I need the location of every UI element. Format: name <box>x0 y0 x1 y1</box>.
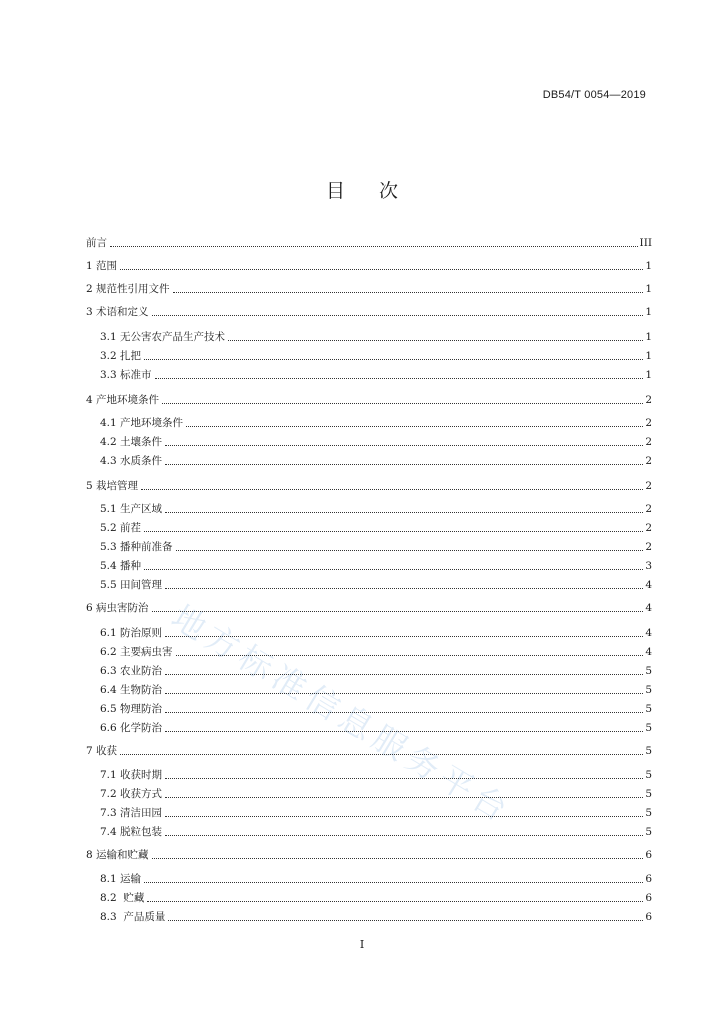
toc-leader-dots <box>165 777 643 779</box>
toc-leader-dots <box>165 511 643 513</box>
toc-entry-page: 1 <box>645 369 652 381</box>
toc-entry[interactable] <box>100 349 652 363</box>
toc-leader-dots <box>165 815 643 817</box>
toc-entry-label: 2 规范性引用文件 <box>86 283 170 295</box>
toc-entry[interactable] <box>86 305 652 319</box>
toc-entry[interactable] <box>100 683 652 697</box>
toc-entry[interactable] <box>100 768 652 782</box>
toc-leader-dots <box>144 530 643 532</box>
toc-leader-dots <box>144 358 643 360</box>
toc-entry-page: 2 <box>645 436 652 448</box>
toc-entry-label: 5.5 田间管理 <box>100 579 163 591</box>
toc-entry-label: 4.3 水质条件 <box>100 455 163 467</box>
toc-entry-page: 2 <box>645 480 652 492</box>
toc-leader-dots <box>120 268 643 270</box>
toc-leader-dots <box>165 834 643 836</box>
toc-entry-page: 4 <box>645 627 652 639</box>
toc-leader-dots <box>152 857 644 859</box>
toc-entry-label: 5 栽培管理 <box>86 480 139 492</box>
toc-entry[interactable] <box>100 664 652 678</box>
toc-entry[interactable] <box>100 330 652 344</box>
toc-entry-page: 4 <box>645 579 652 591</box>
toc-entry[interactable] <box>86 393 652 407</box>
toc-entry[interactable] <box>86 282 652 296</box>
toc-entry[interactable] <box>86 479 652 493</box>
toc-entry-label: 8.3 产品质量 <box>100 911 166 923</box>
toc-entry[interactable] <box>100 502 652 516</box>
toc-entry[interactable] <box>86 259 652 273</box>
toc-entry[interactable] <box>86 848 652 862</box>
toc-entry-label: 8 运输和贮藏 <box>86 849 149 861</box>
toc-entry-label: 7.2 收获方式 <box>100 788 163 800</box>
toc-entry-page: 6 <box>645 911 652 923</box>
toc-entry-label: 前言 <box>86 237 107 249</box>
toc-entry-label: 7 收获 <box>86 745 118 757</box>
toc-entry-page: 2 <box>645 541 652 553</box>
toc-leader-dots <box>165 463 643 465</box>
toc-entry[interactable] <box>86 601 652 615</box>
toc-leader-dots <box>144 881 643 883</box>
toc-leader-dots <box>144 568 643 570</box>
toc-leader-dots <box>147 900 643 902</box>
toc-entry-page: 5 <box>645 684 652 696</box>
toc-entry[interactable] <box>100 521 652 535</box>
toc-leader-dots <box>228 339 643 341</box>
toc-leader-dots <box>120 753 643 755</box>
toc-entry[interactable] <box>100 702 652 716</box>
toc-entry[interactable] <box>100 787 652 801</box>
toc-entry[interactable] <box>100 454 652 468</box>
toc-entry[interactable] <box>100 435 652 449</box>
toc-entry[interactable] <box>100 645 652 659</box>
toc-entry-page: 1 <box>645 283 652 295</box>
toc-entry[interactable] <box>100 825 652 839</box>
toc-entry-page: 4 <box>645 646 652 658</box>
toc-entry-label: 6.6 化学防治 <box>100 722 163 734</box>
toc-entry-label: 5.1 生产区域 <box>100 503 163 515</box>
toc-entry-label: 3.2 扎把 <box>100 350 142 362</box>
toc-entry[interactable] <box>86 236 652 250</box>
toc-entry-label: 6.5 物理防治 <box>100 703 163 715</box>
page-number: I <box>359 938 365 951</box>
toc-leader-dots <box>155 377 644 379</box>
toc-leader-dots <box>110 245 638 247</box>
toc-entry-page: 6 <box>645 892 652 904</box>
toc-entry-page: 1 <box>645 306 652 318</box>
toc-leader-dots <box>168 919 643 921</box>
toc-entry-label: 4.2 土壤条件 <box>100 436 163 448</box>
toc-entry-page: 4 <box>645 602 652 614</box>
toc-leader-dots <box>176 654 644 656</box>
toc-entry[interactable] <box>100 806 652 820</box>
toc-entry-page: 6 <box>645 873 652 885</box>
toc-entry[interactable] <box>100 910 652 924</box>
toc-entry-page: 2 <box>645 522 652 534</box>
toc-entry[interactable] <box>100 559 652 573</box>
toc-entry-page: 1 <box>645 350 652 362</box>
toc-entry[interactable] <box>100 578 652 592</box>
toc-entry-label: 7.1 收获时期 <box>100 769 163 781</box>
toc-entry-page: 5 <box>645 745 652 757</box>
toc-entry-page: 5 <box>645 722 652 734</box>
toc-entry[interactable] <box>100 721 652 735</box>
toc-entry-label: 6.3 农业防治 <box>100 665 163 677</box>
toc-leader-dots <box>141 488 643 490</box>
toc-entry-page: 2 <box>645 417 652 429</box>
toc-leader-dots <box>165 730 643 732</box>
toc-entry-label: 7.3 清洁田园 <box>100 807 163 819</box>
toc-entry-label: 5.2 前茬 <box>100 522 142 534</box>
toc-leader-dots <box>176 549 644 551</box>
toc-leader-dots <box>173 291 644 293</box>
toc-entry-label: 5.3 播种前准备 <box>100 541 173 553</box>
toc-entry-label: 3 术语和定义 <box>86 306 149 318</box>
toc-entry-page: 5 <box>645 703 652 715</box>
toc-entry-page: III <box>639 237 652 249</box>
toc-entry-page: 1 <box>645 260 652 272</box>
toc-entry-label: 4.1 产地环境条件 <box>100 417 184 429</box>
toc-entry-label: 8.1 运输 <box>100 873 142 885</box>
toc-entry-label: 1 范围 <box>86 260 118 272</box>
toc-entry-label: 8.2 贮藏 <box>100 892 145 904</box>
toc-entry-label: 3.3 标准市 <box>100 369 152 381</box>
toc-entry-page: 2 <box>645 503 652 515</box>
toc-entry-label: 3.1 无公害农产品生产技术 <box>100 331 226 343</box>
toc-leader-dots <box>165 692 643 694</box>
toc-leader-dots <box>165 711 643 713</box>
toc-leader-dots <box>152 610 644 612</box>
toc-entry-label: 6.1 防治原则 <box>100 627 163 639</box>
toc-entry-label: 6.4 生物防治 <box>100 684 163 696</box>
toc-entry[interactable] <box>100 891 652 905</box>
toc-leader-dots <box>186 425 643 427</box>
toc-entry[interactable] <box>100 626 652 640</box>
toc-entry-label: 6.2 主要病虫害 <box>100 646 173 658</box>
toc-entry-page: 5 <box>645 826 652 838</box>
toc-leader-dots <box>165 635 643 637</box>
page-title: 目 次 <box>325 180 413 202</box>
toc-entry[interactable] <box>100 872 652 886</box>
toc-entry[interactable] <box>100 416 652 430</box>
toc-leader-dots <box>152 314 644 316</box>
toc-entry-page: 2 <box>645 455 652 467</box>
toc-entry[interactable] <box>100 540 652 554</box>
toc-entry-page: 1 <box>645 331 652 343</box>
document-code: DB54/T 0054—2019 <box>542 89 646 101</box>
toc-entry[interactable] <box>86 744 652 758</box>
toc-leader-dots <box>165 444 643 446</box>
toc-leader-dots <box>165 673 643 675</box>
toc-entry-label: 5.4 播种 <box>100 560 142 572</box>
toc-entry-page: 3 <box>645 560 652 572</box>
toc-entry-page: 6 <box>645 849 652 861</box>
toc-entry-label: 7.4 脱粒包装 <box>100 826 163 838</box>
toc-entry-page: 5 <box>645 665 652 677</box>
toc-entry[interactable] <box>100 368 652 382</box>
toc-entry-page: 2 <box>645 394 652 406</box>
toc-leader-dots <box>165 587 643 589</box>
toc-entry-page: 5 <box>645 788 652 800</box>
toc-leader-dots <box>165 796 643 798</box>
toc-leader-dots <box>162 402 643 404</box>
toc-entry-page: 5 <box>645 769 652 781</box>
toc-entry-label: 6 病虫害防治 <box>86 602 149 614</box>
watermark-text: 地方标准信息服务平台 <box>164 597 520 832</box>
toc-entry-page: 5 <box>645 807 652 819</box>
toc-entry-label: 4 产地环境条件 <box>86 394 160 406</box>
